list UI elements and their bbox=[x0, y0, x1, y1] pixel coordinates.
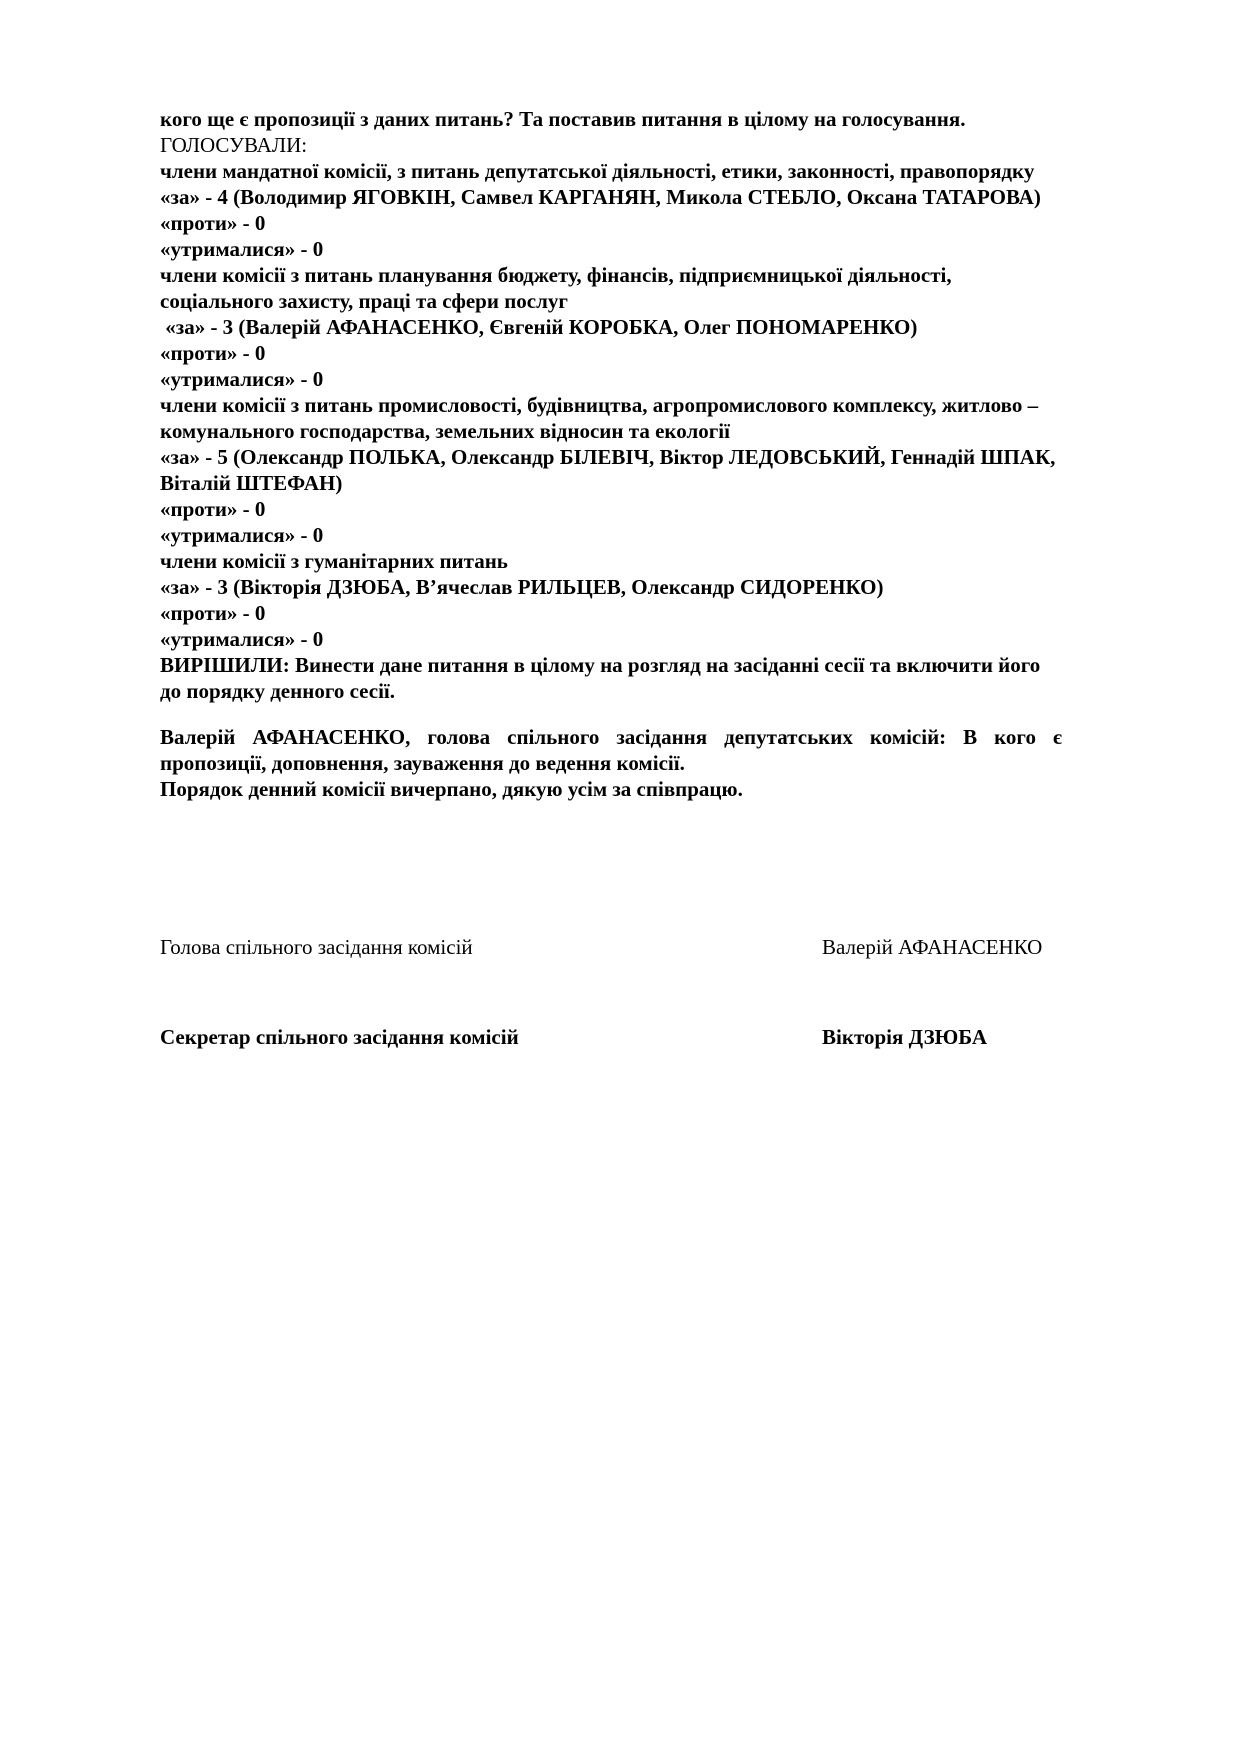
signature-name: Валерій АФАНАСЕНКО bbox=[822, 935, 1043, 959]
signature-row bbox=[160, 1024, 1062, 1050]
vote-against-line: «проти» - 0 bbox=[160, 341, 266, 365]
commission-line: члени комісії з питань планування бюджету, фінансів, підприємницької діяльності, соціального захисту, праці та сфери послуг bbox=[160, 263, 957, 313]
decision-paragraph: ВИРІШИЛИ: Винести дане питання в цілому на розгляд на засіданні сесії та включити його до порядку денного сесії. bbox=[160, 653, 1046, 703]
vote-against-line: «проти» - 0 bbox=[160, 601, 266, 625]
vote-abstained-line: «утрималися» - 0 bbox=[160, 367, 324, 391]
vote-for-line: «за» - 3 (Валерій АФАНАСЕНКО, Євгеній КОРОБКА, Олег ПОНОМАРЕНКО) bbox=[160, 315, 918, 339]
vote-for-line: «за» - 4 (Володимир ЯГОВКІН, Самвел КАРГАНЯН, Микола СТЕБЛО, Оксана ТАТАРОВА) bbox=[160, 185, 1041, 209]
commission-line: члени комісії з гуманітарних питань bbox=[160, 549, 508, 573]
vote-for-line: «за» - 5 (Олександр ПОЛЬКА, Олександр БІЛЕВІЧ, Віктор ЛЕДОВСЬКИЙ, Геннадій ШПАК, Віталій ШТЕФАН) bbox=[160, 445, 1061, 495]
vote-abstained-line: «утрималися» - 0 bbox=[160, 523, 324, 547]
vote-against-line: «проти» - 0 bbox=[160, 211, 266, 235]
vote-abstained-line: «утрималися» - 0 bbox=[160, 237, 324, 261]
signature-row bbox=[160, 934, 1062, 960]
signature-name: Вікторія ДЗЮБА bbox=[822, 1025, 988, 1049]
closing-paragraph: Порядок денний комісії вичерпано, дякую усім за співпрацю. bbox=[160, 777, 743, 801]
signature-role: Секретар спільного засідання комісій bbox=[160, 1025, 519, 1049]
commission-line: члени мандатної комісії, з питань депутатської діяльності, етики, законності, правопорядку bbox=[160, 159, 1035, 183]
vote-against-line: «проти» - 0 bbox=[160, 497, 266, 521]
commission-line: члени комісії з питань промисловості, будівництва, агропромислового комплексу, житлово – комунального господарства, земельних відносин та екології bbox=[160, 393, 1044, 443]
signature-role: Голова спільного засідання комісій bbox=[160, 935, 473, 959]
vote-for-line: «за» - 3 (Вікторія ДЗЮБА, В’ячеслав РИЛЬЦЕВ, Олександр СИДОРЕНКО) bbox=[160, 575, 884, 599]
body-paragraph: кого ще є пропозиції з даних питань? Та поставив питання в цілому на голосування. bbox=[160, 107, 966, 131]
chair-remarks-paragraph: Валерій АФАНАСЕНКО, голова спільного засідання депутатських комісій: В кого є пропозиції, доповнення, зауваження до ведення комісії. bbox=[160, 725, 1068, 775]
voting-heading: ГОЛОСУВАЛИ: bbox=[160, 133, 308, 157]
vote-abstained-line: «утрималися» - 0 bbox=[160, 627, 324, 651]
